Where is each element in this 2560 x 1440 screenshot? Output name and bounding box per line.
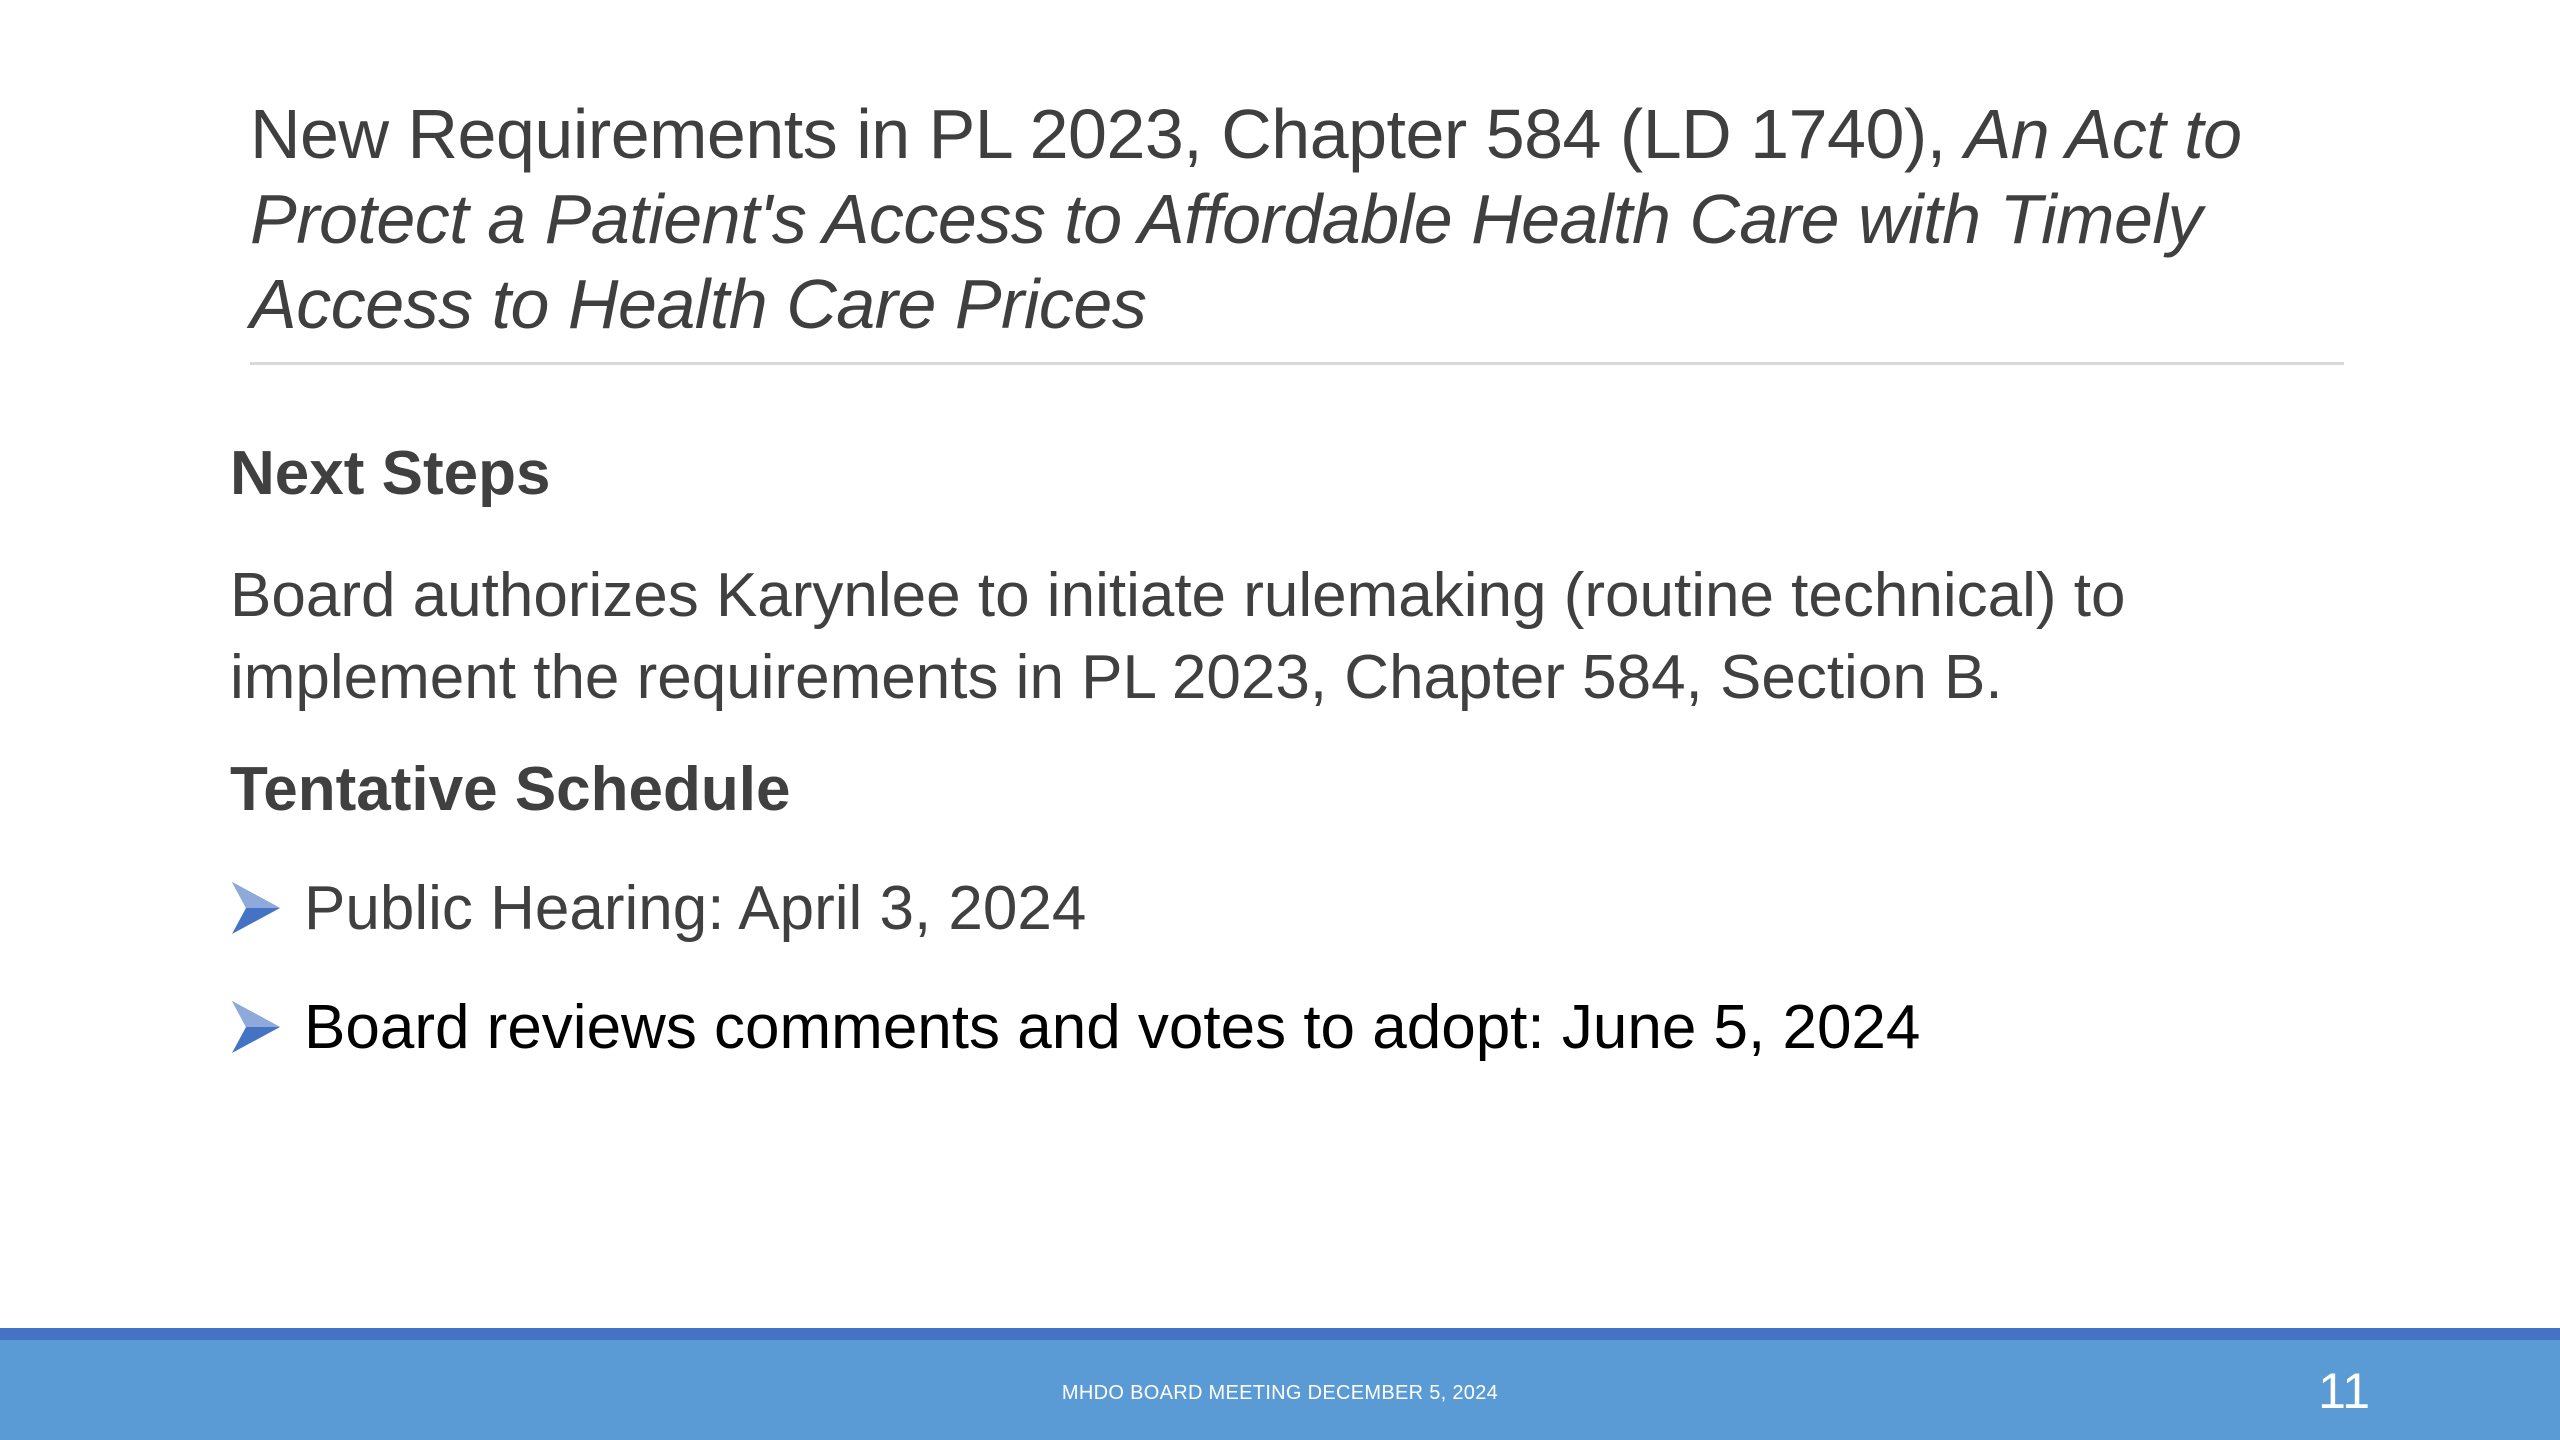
- arrow-bullet-icon: [230, 999, 282, 1055]
- arrow-bullet-icon: [230, 880, 282, 936]
- footer-text: MHDO BOARD MEETING DECEMBER 5, 2024: [1061, 1382, 1499, 1404]
- title-divider: [250, 362, 2344, 365]
- schedule-heading: Tentative Schedule: [230, 755, 791, 824]
- page-number: 11: [2318, 1363, 2370, 1419]
- footer-accent-line: [0, 1328, 2560, 1340]
- slide-title-regular: New Requirements in PL 2023, Chapter 584 (LD 1740),: [250, 95, 1965, 173]
- schedule-item: [230, 987, 1920, 1067]
- slide-title-italic: An Act to Protect a Patient's Access to Affordable Health Care with Timely Access to Health Care Prices: [250, 95, 2242, 343]
- schedule-item: [230, 868, 1086, 948]
- schedule-item-text: Public Hearing: April 3, 2024: [304, 873, 1087, 943]
- schedule-item-text: Board reviews comments and votes to adopt: June 5, 2024: [304, 992, 1921, 1062]
- next-steps-heading: Next Steps: [230, 439, 551, 508]
- slide-title: [250, 92, 2340, 347]
- next-steps-body: Board authorizes Karynlee to initiate rulemaking (routine technical) to implement the requirements in PL 2023, Chapter 584, Section B.: [230, 561, 2126, 712]
